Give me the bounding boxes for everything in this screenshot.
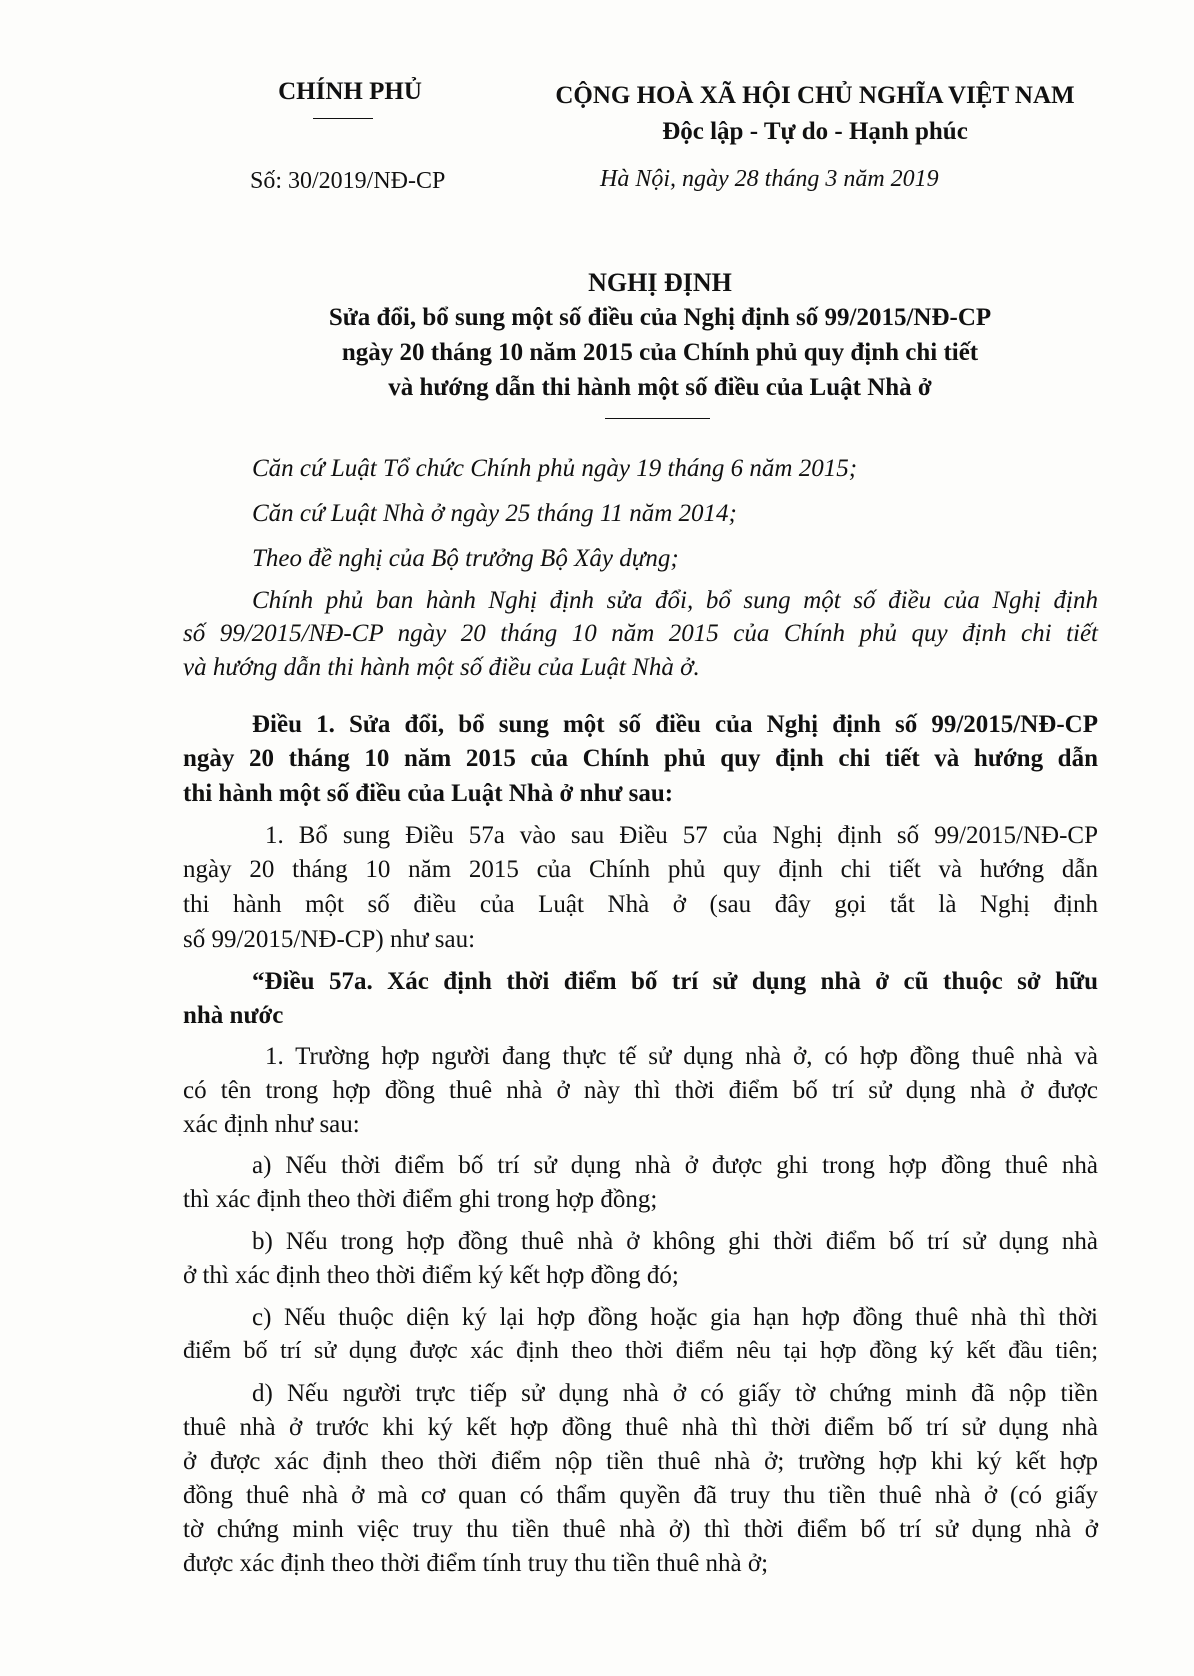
clause1-line: số 99/2015/NĐ-CP) như sau:	[183, 926, 476, 953]
article57a-line: c) Nếu thuộc diện ký lại hợp đồng hoặc gia hạn hợp đồng thuê nhà thì thời	[252, 1304, 1098, 1331]
article57a-heading-line: nhà nước	[183, 1002, 284, 1029]
article57a-line: thuê nhà ở trước khi ký kết hợp đồng thuê nhà thì thời điểm bố trí sử dụng nhà	[183, 1414, 1098, 1441]
preamble-line: và hướng dẫn thi hành một số điều của Luật Nhà ở.	[183, 654, 700, 681]
article57a-line: b) Nếu trong hợp đồng thuê nhà ở không ghi thời điểm bố trí sử dụng nhà	[252, 1228, 1098, 1255]
title-line: ngày 20 tháng 10 năm 2015 của Chính phủ quy định chi tiết	[341, 339, 979, 366]
clause1-line: thi hành một số điều của Luật Nhà ở (sau đây gọi tắt là Nghị định	[183, 891, 1098, 918]
document-title	[235, 265, 1085, 405]
article57a-line: ở thì xác định theo thời điểm ký kết hợp đồng đó;	[183, 1262, 679, 1289]
clause1-line: 1. Bổ sung Điều 57a vào sau Điều 57 của Nghị định số 99/2015/NĐ-CP	[265, 822, 1098, 849]
article57a-line: điểm bố trí sử dụng được xác định theo thời điểm nêu tại hợp đồng ký kết đầu tiên;	[183, 1338, 1098, 1364]
title-underline	[605, 418, 710, 419]
article57a-line: d) Nếu người trực tiếp sử dụng nhà ở có giấy tờ chứng minh đã nộp tiền	[252, 1380, 1098, 1407]
preamble-line: Căn cứ Luật Tổ chức Chính phủ ngày 19 tháng 6 năm 2015;	[252, 455, 858, 482]
article57a-line: xác định như sau:	[183, 1111, 360, 1138]
title-line: Sửa đổi, bổ sung một số điều của Nghị định số 99/2015/NĐ-CP	[328, 304, 992, 331]
article57a-line: ở được xác định theo thời điểm nộp tiền thuê nhà ở; trường hợp khi ký kết hợp	[183, 1448, 1098, 1475]
article57a-line: thì xác định theo thời điểm ghi trong hợp đồng;	[183, 1186, 658, 1213]
document-type: NGHỊ ĐỊNH	[588, 268, 732, 297]
article57a-heading-line: “Điều 57a. Xác định thời điểm bố trí sử dụng nhà ở cũ thuộc sở hữu	[252, 968, 1098, 995]
national-title	[535, 78, 1095, 150]
preamble-line: Theo đề nghị của Bộ trưởng Bộ Xây dựng;	[252, 545, 679, 572]
article57a-line: a) Nếu thời điểm bố trí sử dụng nhà ở được ghi trong hợp đồng thuê nhà	[252, 1152, 1098, 1179]
clause1-line: ngày 20 tháng 10 năm 2015 của Chính phủ quy định chi tiết và hướng dẫn	[183, 856, 1098, 883]
title-line: và hướng dẫn thi hành một số điều của Luật Nhà ở	[388, 374, 932, 401]
issuing-agency: CHÍNH PHỦ	[278, 78, 422, 105]
article1-heading-line: Điều 1. Sửa đổi, bổ sung một số điều của Nghị định số 99/2015/NĐ-CP	[252, 711, 1098, 738]
agency-underline	[313, 118, 373, 119]
preamble-line: số 99/2015/NĐ-CP ngày 20 tháng 10 năm 2015 của Chính phủ quy định chi tiết	[183, 620, 1098, 647]
article1-heading-line: thi hành một số điều của Luật Nhà ở như sau:	[183, 780, 674, 807]
issue-date: Hà Nội, ngày 28 tháng 3 năm 2019	[600, 166, 939, 192]
document-number: Số: 30/2019/NĐ-CP	[250, 168, 446, 194]
article57a-line: 1. Trường hợp người đang thực tế sử dụng nhà ở, có hợp đồng thuê nhà và	[265, 1043, 1098, 1070]
national-motto: Độc lập - Tự do - Hạnh phúc	[662, 118, 968, 145]
preamble-line: Căn cứ Luật Nhà ở ngày 25 tháng 11 năm 2014;	[252, 500, 737, 527]
preamble-line: Chính phủ ban hành Nghị định sửa đổi, bổ sung một số điều của Nghị định	[252, 587, 1098, 614]
article57a-line: tờ chứng minh việc truy thu tiền thuê nhà ở) thì thời điểm bố trí sử dụng nhà ở	[183, 1516, 1098, 1543]
article57a-line: có tên trong hợp đồng thuê nhà ở này thì thời điểm bố trí sử dụng nhà ở được	[183, 1077, 1098, 1104]
article57a-line: được xác định theo thời điểm tính truy thu tiền thuê nhà ở;	[183, 1550, 769, 1577]
article57a-line: đồng thuê nhà ở mà cơ quan có thẩm quyền đã truy thu tiền thuê nhà ở (có giấy	[183, 1482, 1098, 1509]
national-name: CỘNG HOÀ XÃ HỘI CHỦ NGHĨA VIỆT NAM	[555, 82, 1075, 109]
article1-heading-line: ngày 20 tháng 10 năm 2015 của Chính phủ quy định chi tiết và hướng dẫn	[183, 745, 1098, 772]
